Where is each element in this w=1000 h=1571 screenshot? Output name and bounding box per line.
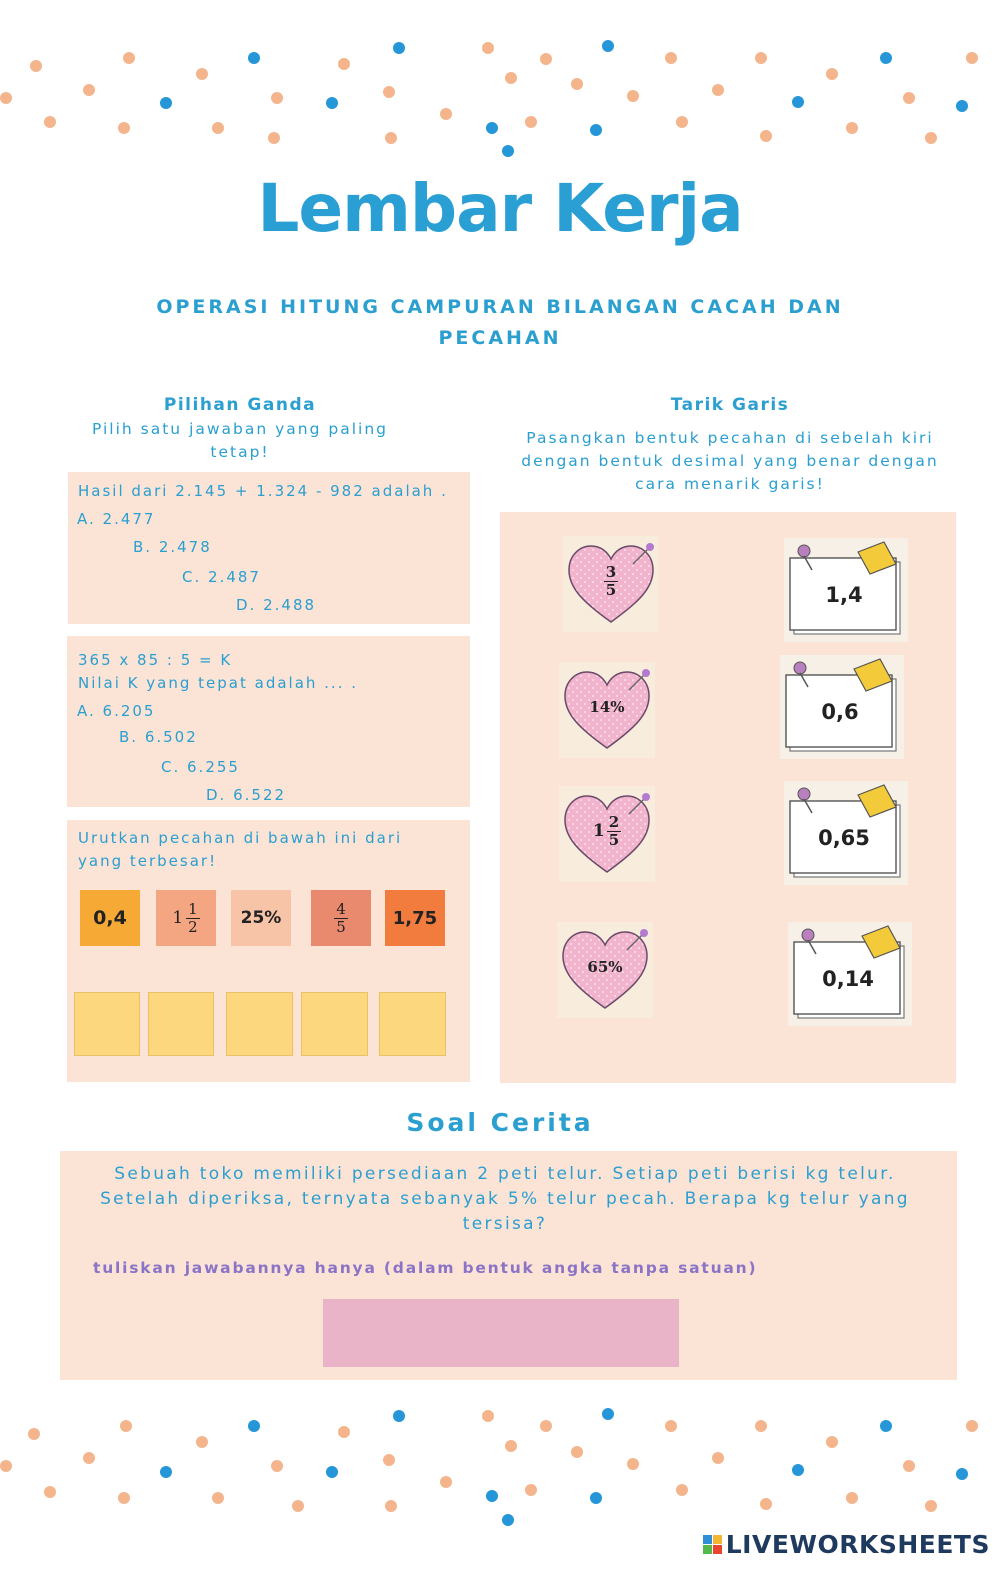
note-card-1[interactable] xyxy=(784,538,908,642)
question-2-panel xyxy=(67,636,470,807)
note-card-2[interactable] xyxy=(780,655,904,759)
multiple-choice-heading: Pilihan Ganda xyxy=(163,395,317,415)
heart-card-2[interactable] xyxy=(559,662,655,758)
page-title: Lembar Kerja xyxy=(257,170,743,247)
sort-card-5-label: 1,75 xyxy=(392,907,438,929)
drop-slot-3[interactable] xyxy=(226,992,293,1056)
question-1-option-d[interactable]: D. 2.488 xyxy=(236,596,317,614)
question-2-option-d[interactable]: D. 6.522 xyxy=(206,786,287,804)
question-1-text: Hasil dari 2.145 + 1.324 - 982 adalah . xyxy=(78,482,448,500)
sort-card-3[interactable] xyxy=(231,890,291,946)
heart-card-4-label: 65% xyxy=(587,958,623,976)
question-1-option-c[interactable]: C. 2.487 xyxy=(182,568,261,586)
match-instruction: Pasangkan bentuk pecahan di sebelah kiri dengan bentuk desimal yang benar dengan cara menarik garis! xyxy=(521,429,939,493)
heart-3-numerator: 2 xyxy=(608,812,620,831)
drop-slot-4[interactable] xyxy=(301,992,368,1056)
question-3-line-1: Urutkan pecahan di bawah ini dari xyxy=(78,829,403,847)
story-hint: tuliskan jawabannya hanya (dalam bentuk angka tanpa satuan) xyxy=(93,1259,758,1277)
sort-card-2-whole: 1 xyxy=(172,908,184,928)
drop-slot-1[interactable] xyxy=(74,992,140,1056)
match-heading: Tarik Garis xyxy=(670,395,790,415)
heart-card-3[interactable] xyxy=(559,786,655,882)
liveworksheets-brand xyxy=(703,1530,990,1559)
sort-card-5[interactable] xyxy=(385,890,445,946)
heart-1-numerator: 3 xyxy=(605,562,617,581)
question-2-line-2: Nilai K yang tepat adalah ... . xyxy=(78,674,359,692)
question-2-line-1: 365 x 85 : 5 = K xyxy=(78,651,233,669)
heart-card-1[interactable] xyxy=(563,536,659,632)
question-2-option-a[interactable]: A. 6.205 xyxy=(77,702,156,720)
sort-card-1-label: 0,4 xyxy=(93,907,127,929)
drop-slot-5[interactable] xyxy=(379,992,446,1056)
note-card-2-label: 0,6 xyxy=(821,700,859,724)
story-text: Sebuah toko memiliki persediaan 2 peti telur. Setiap peti berisi kg telur. Setelah diperiksa, ternyata sebanyak 5% telur pecah. Berapa kg telur yang tersisa? xyxy=(100,1164,910,1234)
question-3-line-2: yang terbesar! xyxy=(78,852,218,870)
heart-card-2-label: 14% xyxy=(589,698,625,716)
note-card-4-label: 0,14 xyxy=(822,967,874,991)
heart-card-3-label xyxy=(559,786,655,876)
page-subtitle: OPERASI HITUNG CAMPURAN BILANGAN CACAH DAN PECAHAN xyxy=(156,296,844,349)
sort-card-2-numerator: 1 xyxy=(188,899,198,918)
sort-card-4-denominator: 5 xyxy=(336,917,346,936)
sort-card-2[interactable] xyxy=(156,890,216,946)
note-card-4[interactable] xyxy=(788,922,912,1026)
multiple-choice-instruction: Pilih satu jawaban yang paling tetap! xyxy=(91,420,389,461)
question-2-option-c[interactable]: C. 6.255 xyxy=(161,758,240,776)
heart-1-denominator: 5 xyxy=(605,580,617,599)
liveworksheets-logo-icon xyxy=(703,1535,722,1554)
heart-card-1-label xyxy=(563,536,659,626)
heart-3-denominator: 5 xyxy=(608,830,620,849)
brand-name: LIVEWORKSHEETS xyxy=(725,1530,990,1559)
question-1-option-a[interactable]: A. 2.477 xyxy=(77,510,156,528)
heart-3-whole: 1 xyxy=(592,821,605,841)
sort-card-1[interactable] xyxy=(80,890,140,946)
question-1-option-b[interactable]: B. 2.478 xyxy=(133,538,212,556)
note-card-1-label: 1,4 xyxy=(825,583,863,607)
note-card-3[interactable] xyxy=(784,781,908,885)
sort-card-3-label: 25% xyxy=(240,908,282,928)
sort-card-2-denominator: 2 xyxy=(188,917,198,936)
story-heading: Soal Cerita xyxy=(406,1108,594,1137)
sort-card-4-numerator: 4 xyxy=(336,899,346,918)
answer-input[interactable] xyxy=(323,1299,679,1367)
sort-card-4[interactable] xyxy=(311,890,371,946)
drop-slot-2[interactable] xyxy=(148,992,214,1056)
heart-card-4[interactable] xyxy=(557,922,653,1018)
question-1-panel xyxy=(68,472,470,624)
note-card-3-label: 0,65 xyxy=(818,826,870,850)
question-2-option-b[interactable]: B. 6.502 xyxy=(119,728,198,746)
